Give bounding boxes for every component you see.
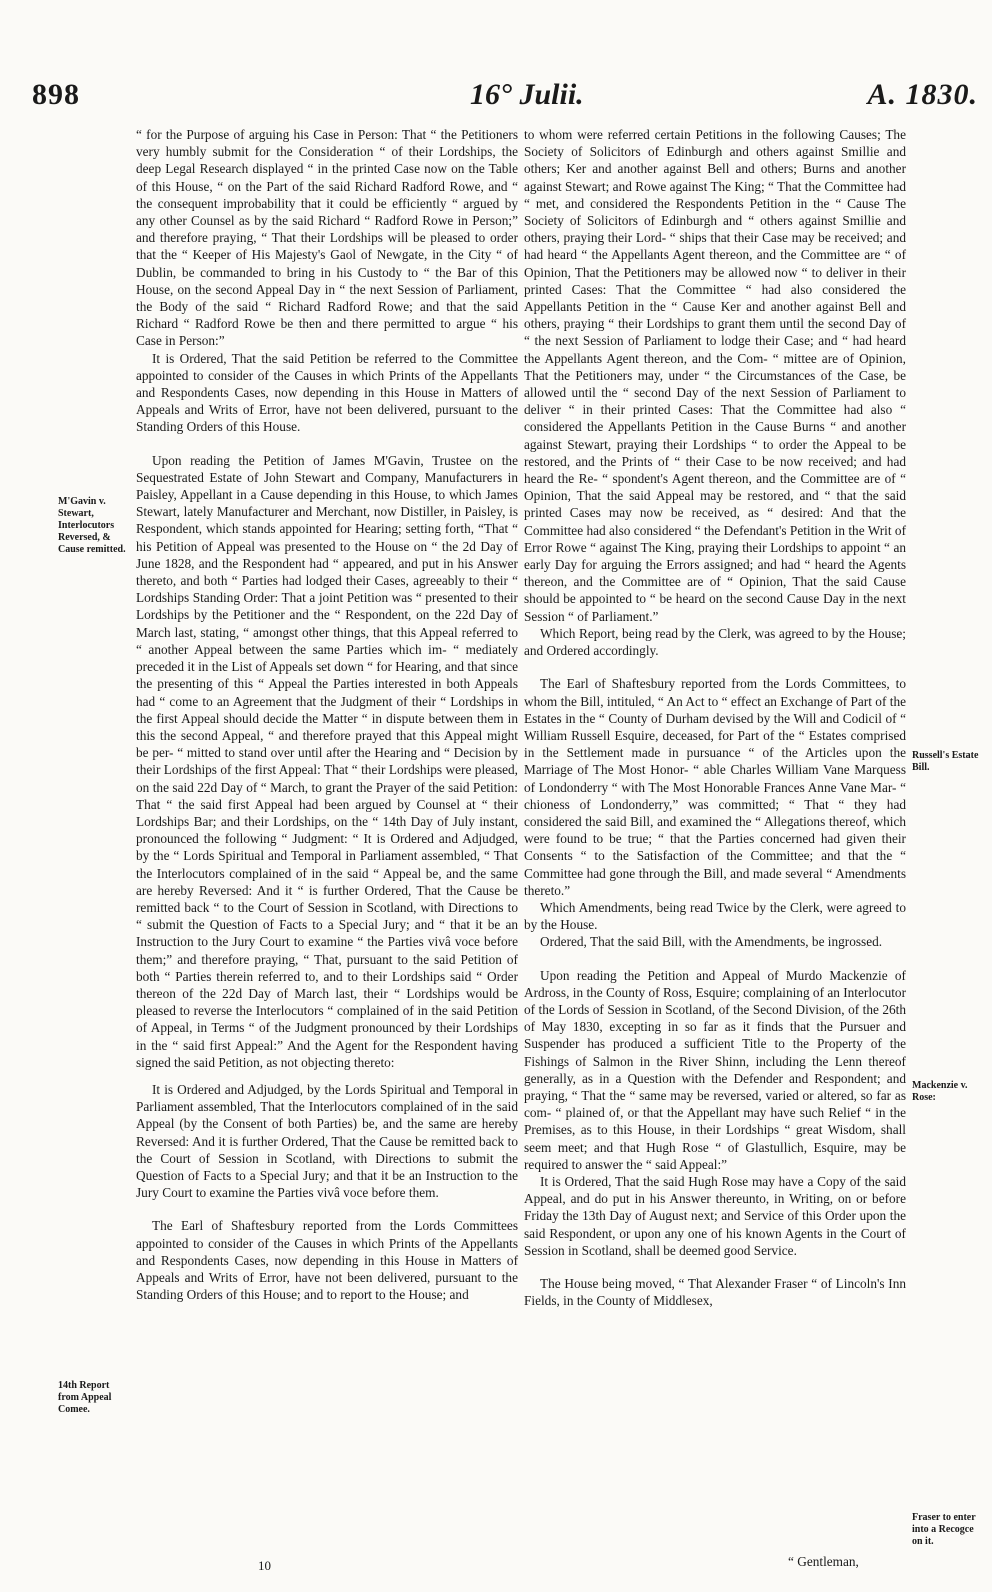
paragraph: It is Ordered, That the said Petition be referred to the Committee appointed to consider of the Causes in which Prints of the Appellants and Respondents Cases, now depending in this House in Matters of Appeals and Writs of Error, have not been delivered, pursuant to the Standing Orders of this House. [136,350,518,435]
left-column [136,126,518,1303]
paragraph: The Earl of Shaftesbury reported from the Lords Committees appointed to consider of the Causes in which Prints of the Appellants and Respondents Cases, now depending in this House in Matters of Appeals and Writs of Error, have not been delivered, pursuant to the Standing Orders of this House; and to report to the House; and [136,1218,518,1303]
margin-note-fraser: Fraser to enter into a Recogce on it. [912,1512,976,1547]
paragraph: Upon reading the Petition and Appeal of Murdo Mackenzie of Ardross, in the County of Ross, Esquire; complaining of an Interlocutor of the Lords of Session in Scotland, of the Second Division, of the 26th of May 1830, excepting in so far as it finds that the Pursuer and Suspender has produced a sufficient Title to the Property of the Fishings of Salmon in the River Shinn, including the Lenn thereof generally, as in a Question with the Defender and Respondent; and praying, “ That the “ same may be reversed, varied or altered, so far as com- “ plained of, or that the Appellant may have such Relief “ in the Premises, as to this House, in their Lordships “ great Wisdom, shall seem meet; and that Hugh Rose “ of Glastullich, Esquire, may be required to answer the “ said Appeal:” [524,967,906,1172]
paragraph: Which Amendments, being read Twice by the Clerk, were agreed to by the House. [524,899,906,933]
catchword: “ Gentleman, [788,1554,859,1569]
page-header [0,0,992,120]
margin-note-report: 14th Report from Appeal Comee. [58,1380,112,1415]
right-column [524,126,906,1309]
paragraph: Upon reading the Petition of James M'Gavin, Trustee on the Sequestrated Estate of John Stewart and Company, Manufacturers in Paisley, Appellant in a Cause depending in this House, to which James Stewart, lately Manufacturer and Merchant, now Distiller, in Paisley, is Respondent, which stands appointed for Hearing; setting forth, “That “ his Petition of Appeal was presented to the House on “ the 2d Day of June 1828, and the Respondent had “ appeared, and put in his Answer thereto, and both “ Parties had lodged their Cases, agreeably to their “ Lordships Standing Order: That a joint Petition was “ presented to their Lordships by the Petitioner and the “ Respondent, on the 22d Day of March last, stating, “ amongst other things, that this Appeal referred to “ another Appeal between the same Parties which im- “ mediately preceded it in the List of Appeals set down “ for Hearing, and that since the presenting of this “ Appeal the Parties interested in both Appeals had “ come to an Agreement that the Judgment of their “ Lordships in the first Appeal should decide the Matter “ in dispute between them in this the second Appeal, “ and therefore prayed that this Appeal might be per- “ mitted to stand over until after the Hearing and “ Decision by their Lordships of the first Appeal: That “ their Lordships were pleased, on the said 22d Day of “ March, to grant the Prayer of the said Petition: That “ the said first Appeal had been argued by Counsel at “ their Lordships Bar; and their Lordships, on the “ 14th Day of July instant, pronounced the following “ Judgment: “ It is Ordered and Adjudged, by the “ Lords Spiritual and Temporal in Parliament assembled, “ That the Interlocutors complained of in the said “ Appeal be, and the same are hereby Reversed: And it “ is further Ordered, That the Cause be remitted back “ to the Court of Session in Scotland, with Directions to “ submit the Question of Facts to a Special Jury; and “ that it be an Instruction to the Jury Court to examine “ the Parties vivâ voce before them;” and therefore praying, “ That, pursuant to the said Petition of both “ Parties therein referred to, and to their Lordships said “ Order thereon of the 22d Day of March last, their “ Lordships would be pleased to reverse the Interlocutors “ complained of in the said Petition of Appeal, in Terms “ of the Judgment pronounced by their Lordships in the “ said first Appeal:” And the Agent for the Respondent having signed the said Petition, as not objecting thereto: [136,452,518,1070]
page-number: 898 [32,78,80,111]
paragraph: The House being moved, “ That Alexander Fraser “ of Lincoln's Inn Fields, in the County of Middlesex, [524,1276,906,1309]
header-date: 16° Julii. [470,78,584,111]
paragraph: Which Report, being read by the Clerk, was agreed to by the House; and Ordered accordingly. [524,625,906,659]
paragraph: Ordered, That the said Bill, with the Amendments, be ingrossed. [540,934,883,950]
margin-note-russell: Russell's Estate Bill. [912,750,979,773]
paragraph: “ for the Purpose of arguing his Case in Person: That “ the Petitioners very humbly submit for the Consideration “ of their Lordships, the deep Legal Research displayed “ in the printed Case now on the Table of this House, “ on the Part of the said Richard Radford Rowe, and “ the consequent improbability that it could be efficiently “ argued by any other Counsel as by the said Richard “ Radford Rowe in Person;” and therefore praying, “ That their Lordships will be pleased to order that the “ Keeper of His Majesty's Gaol of Newgate, in the City “ of Dublin, be commanded to bring in his Custody to “ the Bar of this House, on the second Appeal Day in “ the next Session of Parliament, the Body of the said “ Richard Radford Rowe; and that the said Richard “ Radford Rowe be then and there permitted to argue “ his Case in Person:” [136,127,518,349]
signature-mark: 10 [258,1558,271,1573]
paragraph: The Earl of Shaftesbury reported from the Lords Committees, to whom the Bill, intituled, “ An Act to “ effect an Exchange of Part of the Estates in the “ County of Durham devised by the Will and Codicil of “ William Russell Esquire, deceased, for Part of the “ Estates comprised in the Settlement made in pursuance “ of the Articles upon the Marriage of The Most Honor- “ able Charles William Vane Marquess of Londonderry “ with The Most Honorable Frances Anne Vane Mar- “ chioness of Londonderry,” was committed; “ That “ they had considered the said Bill, and examined the “ Allegations thereof, which were found to be true; “ that the Parties concerned had given their Consents “ to the Satisfaction of the Committee; and that the “ Committee had gone through the Bill, and made several “ Amendments thereto.” [524,676,906,898]
paragraph: It is Ordered and Adjudged, by the Lords Spiritual and Temporal in Parliament assembled, That the Interlocutors complained of in the said Appeal (by the Consent of both Parties) be, and the same are hereby Reversed: And it is further Ordered, That the Cause be remitted back to the Court of Session in Scotland, with Directions to submit the Question of Facts to a Special Jury; and that it be an Instruction to the Jury Court to examine the Parties vivâ voce before them. [136,1081,518,1201]
paragraph: to whom were referred certain Petitions in the following Causes; The Society of Solicitors of Edinburgh and others against Smillie and others; Ker and another against Bell and others; Burns and another against Stewart; and Rowe against The King; “ That the Committee had “ met, and considered the Respondents Petition in the “ Cause The Society of Solicitors of Edinburgh and “ others against Smillie and others, praying their Lord- “ ships that their Case may be received; and had heard “ the Appellants Agent thereon, and the Committee are “ of Opinion, That the Petitioners may be allowed now “ to deliver in their printed Cases: That the Committee “ had also considered the Appellants Petition in the “ Cause Ker and another against Bell and others, praying “ their Lordships to grant them until the second Day of “ the next Session of Parliament to lodge their Case; and “ had heard the Appellants Agent thereon, and the Com- “ mittee are of Opinion, That the Petitioners may, under “ the Circumstances of the Case, be allowed until the “ second Day of the next Session of Parliament to deliver “ in their printed Cases: That the Committee had also “ considered the Appellants Petition in the Cause Burns “ and another against Stewart, praying their Lordships “ to order the Appeal to be restored, and the Prints of “ their Case to be now received; and had heard the Re- “ spondent's Agent thereon, and the Committee are of “ Opinion, That the said Appeal may be restored, and “ that the said printed Cases may now be received, as “ desired: And that the Committee had also considered “ the Defendant's Petition in the Writ of Error Rowe “ against The King, praying their Lordships to appoint “ an early Day for arguing the Errors assigned; and had “ heard the Agents thereon, and the Committee are of “ Opinion, That the said Cause should be appointed to “ be heard on the second Cause Day in the next Session “ of Parliament.” [524,127,906,624]
margin-note-mcgavin: M'Gavin v. Stewart, Interlocutors Reversed, & Cause remitted. [58,496,126,555]
paragraph: It is Ordered, That the said Hugh Rose may have a Copy of the said Appeal, and do put in his Answer thereunto, in Writing, on or before Friday the 13th Day of August next; and Service of this Order upon the said Respondent, or upon any one of his known Agents in the Court of Session in Scotland, shall be deemed good Service. [524,1173,906,1258]
margin-note-mackenzie: Mackenzie v. Rose: [912,1080,968,1103]
header-year: A. 1830. [867,78,978,111]
